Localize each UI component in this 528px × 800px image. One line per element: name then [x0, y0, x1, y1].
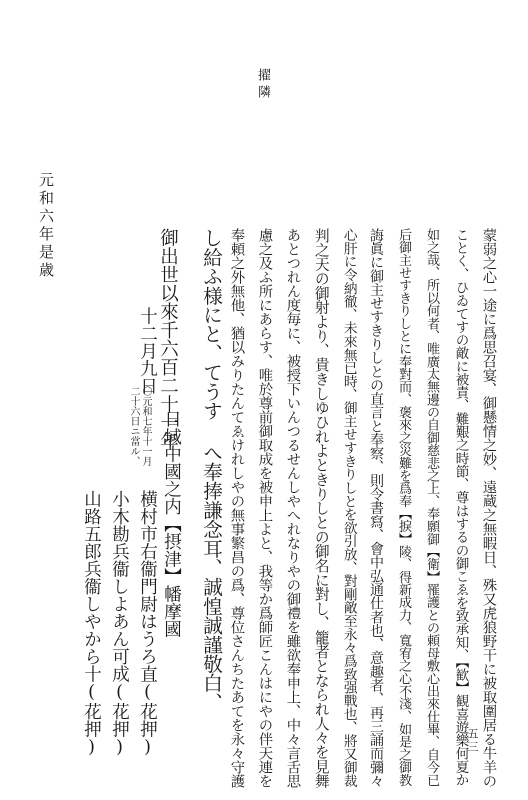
- body-line: 如之哉、所以何者、唯廣太無邊の自御慈悲之上、奉願御【衛】罹護との頼母敷心出來仕畢、自今已: [424, 228, 440, 786]
- running-header-era: 元和六年是歳: [37, 172, 55, 280]
- date-annotation-line: 〇元和七年十一月: [140, 386, 151, 466]
- section-header: 擢隣: [255, 68, 270, 102]
- date-annotation: [116, 386, 152, 486]
- body-line: 蒙弱之心一途に爲思召宴、御懸情之妙、遠蔵之無暇日、殊又虎狼野干に被取圍居る牛羊の: [480, 228, 497, 788]
- body-line: 誨眞に御主せすきりしとの直言と奉察、則令書寫、會中弘通仕者也、意趣者、再三誦而彌々: [368, 228, 385, 788]
- date-annotation-line: 二十六日ニ當ル、: [128, 386, 139, 466]
- body-line: 心肝に令納徹、未來無已時、御主せすきりしとを欲引放、對剛敵至永々爲致强戰也、將又御裁: [340, 228, 357, 788]
- signatory: 小木勘兵衞しよあん可成(花押): [109, 490, 130, 758]
- body-line: 后御主せすきりしとに奉對而、褒來之災難を爲奉【捩】陵、得新成力、寬宥之心不淺、如是之御教: [396, 228, 412, 786]
- letter-date: 十二月九日: [137, 307, 158, 395]
- signatory: 山路五郎兵衞しやから十(花押): [81, 490, 102, 758]
- body-line: ことく、ひゐてすの敵に被責、難艱之時節、尊はするの御こゑを致承知、【歓】観喜遊樂何夏か: [452, 228, 469, 787]
- sender-location: 日域中國之内【摂津】幡摩國: [161, 410, 182, 638]
- body-line: 判之天の御射より、貴きしゆひれよときりしとの御名に對し、籠者となられ人々を見舞: [312, 228, 330, 788]
- body-line: し給ふ様にと、てうす へ奉捧謙念耳、誠惶誠謹敬白、: [199, 228, 223, 712]
- era-year: 御出世以來千六百二十一年: [157, 228, 179, 450]
- body-line: 慮之及ふ所にあらす、唯於尊前御取成を被申上よと、我等か爲師匠こんはにやの伴天連を: [256, 228, 273, 788]
- body-line: あとつれん度毎に、被授下いんつるせんしやへれなりやの御禮を雖欲奉申上、中々言舌思: [284, 228, 301, 788]
- body-line: 奉頼之外無他、猶以みりたんてゑけれしやの無事繁昌の爲、尊位さんちたあてを永々守護: [228, 228, 245, 788]
- page-number: 五三: [466, 728, 479, 754]
- signatory: 横村市右衞門尉はうろ直(花押): [137, 490, 158, 758]
